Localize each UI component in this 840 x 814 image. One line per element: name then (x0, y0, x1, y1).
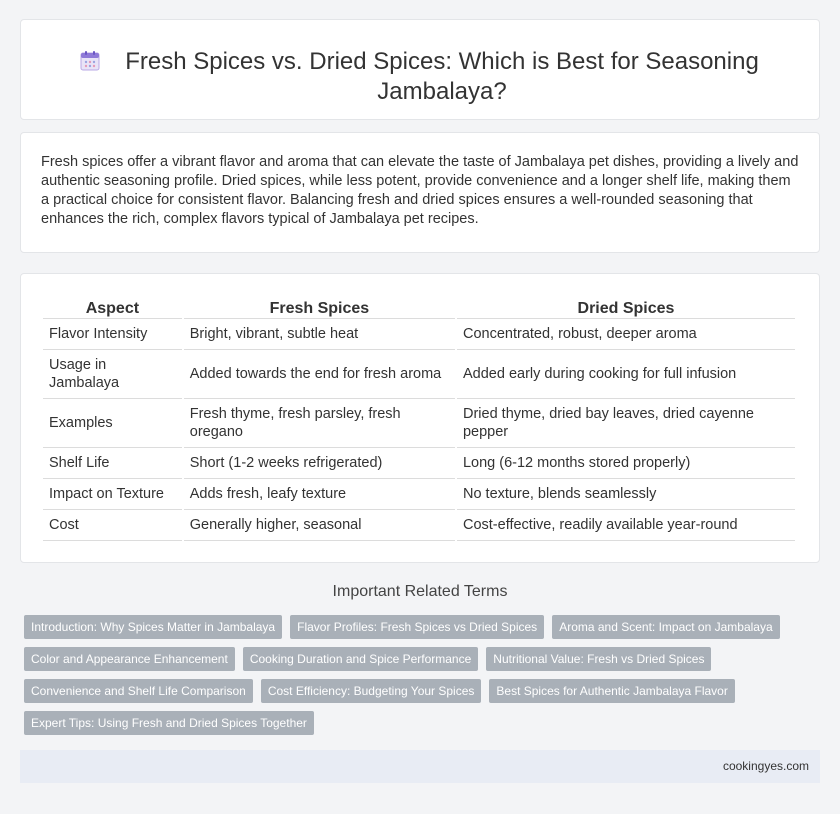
table-cell: Usage in Jambalaya (43, 349, 182, 398)
related-tag[interactable]: Aroma and Scent: Impact on Jambalaya (552, 615, 779, 639)
related-tag[interactable]: Nutritional Value: Fresh vs Dried Spices (486, 647, 711, 671)
header-aspect: Aspect (85, 300, 140, 317)
table-cell: Dried thyme, dried bay leaves, dried cayenne pepper (457, 398, 795, 447)
related-tag[interactable]: Convenience and Shelf Life Comparison (24, 679, 253, 703)
table-cell: Fresh thyme, fresh parsley, fresh oregano (184, 398, 455, 447)
table-row (43, 509, 795, 541)
comparison-table (41, 296, 797, 541)
related-tag[interactable]: Introduction: Why Spices Matter in Jambalaya (24, 615, 282, 639)
table-cell: Flavor Intensity (43, 318, 182, 349)
table-cell: No texture, blends seamlessly (457, 478, 795, 509)
header-dried-spices: Dried Spices (577, 300, 675, 317)
footer (20, 750, 820, 783)
table-cell: Impact on Texture (43, 478, 182, 509)
table-cell: Bright, vibrant, subtle heat (184, 318, 455, 349)
related-tag[interactable]: Flavor Profiles: Fresh Spices vs Dried Spices (290, 615, 544, 639)
table-cell: Generally higher, seasonal (184, 509, 455, 541)
table-row (43, 447, 795, 478)
related-tag[interactable]: Cooking Duration and Spice Performance (243, 647, 478, 671)
related-tag[interactable]: Color and Appearance Enhancement (24, 647, 235, 671)
title-card (20, 19, 820, 120)
table-header-row (43, 296, 795, 318)
table-cell: Long (6-12 months stored properly) (457, 447, 795, 478)
table-cell: Cost-effective, readily available year-round (457, 509, 795, 541)
table-row (43, 478, 795, 509)
related-tag[interactable]: Cost Efficiency: Budgeting Your Spices (261, 679, 482, 703)
intro-card (20, 132, 820, 253)
table-cell: Shelf Life (43, 447, 182, 478)
table-row (43, 349, 795, 398)
table-cell: Added early during cooking for full infusion (457, 349, 795, 398)
footer-site-link[interactable]: cookingyes.com (722, 759, 809, 773)
related-terms-title: Important Related Terms (332, 583, 508, 600)
table-cell: Adds fresh, leafy texture (184, 478, 455, 509)
header-fresh-spices: Fresh Spices (269, 300, 370, 317)
title-wrap (21, 20, 819, 107)
related-tag[interactable]: Expert Tips: Using Fresh and Dried Spices Together (24, 711, 314, 735)
intro-paragraph: Fresh spices offer a vibrant flavor and aroma that can elevate the taste of Jambalaya pet dishes, providing a lively and authentic seasoning profile. Dried spices, while less potent, provide convenience and a longer shelf life, making them a practical choice for consistent flavor. Balancing fresh and dried spices ensures a well-rounded seasoning that enhances the rich, complex flavors typical of Jambalaya pet recipes. (41, 154, 799, 227)
table-cell: Concentrated, robust, deeper aroma (457, 318, 795, 349)
table-row (43, 318, 795, 349)
table-cell: Short (1-2 weeks refrigerated) (184, 447, 455, 478)
calendar-icon (78, 49, 102, 73)
table-cell: Examples (43, 398, 182, 447)
table-cell: Cost (43, 509, 182, 541)
comparison-card (20, 273, 820, 563)
table-cell: Added towards the end for fresh aroma (184, 349, 455, 398)
table-row (43, 398, 795, 447)
related-tags (24, 615, 824, 735)
page-title: Fresh Spices vs. Dried Spices: Which is Best for Seasoning Jambalaya? (125, 48, 759, 105)
related-tag[interactable]: Best Spices for Authentic Jambalaya Flavor (489, 679, 734, 703)
